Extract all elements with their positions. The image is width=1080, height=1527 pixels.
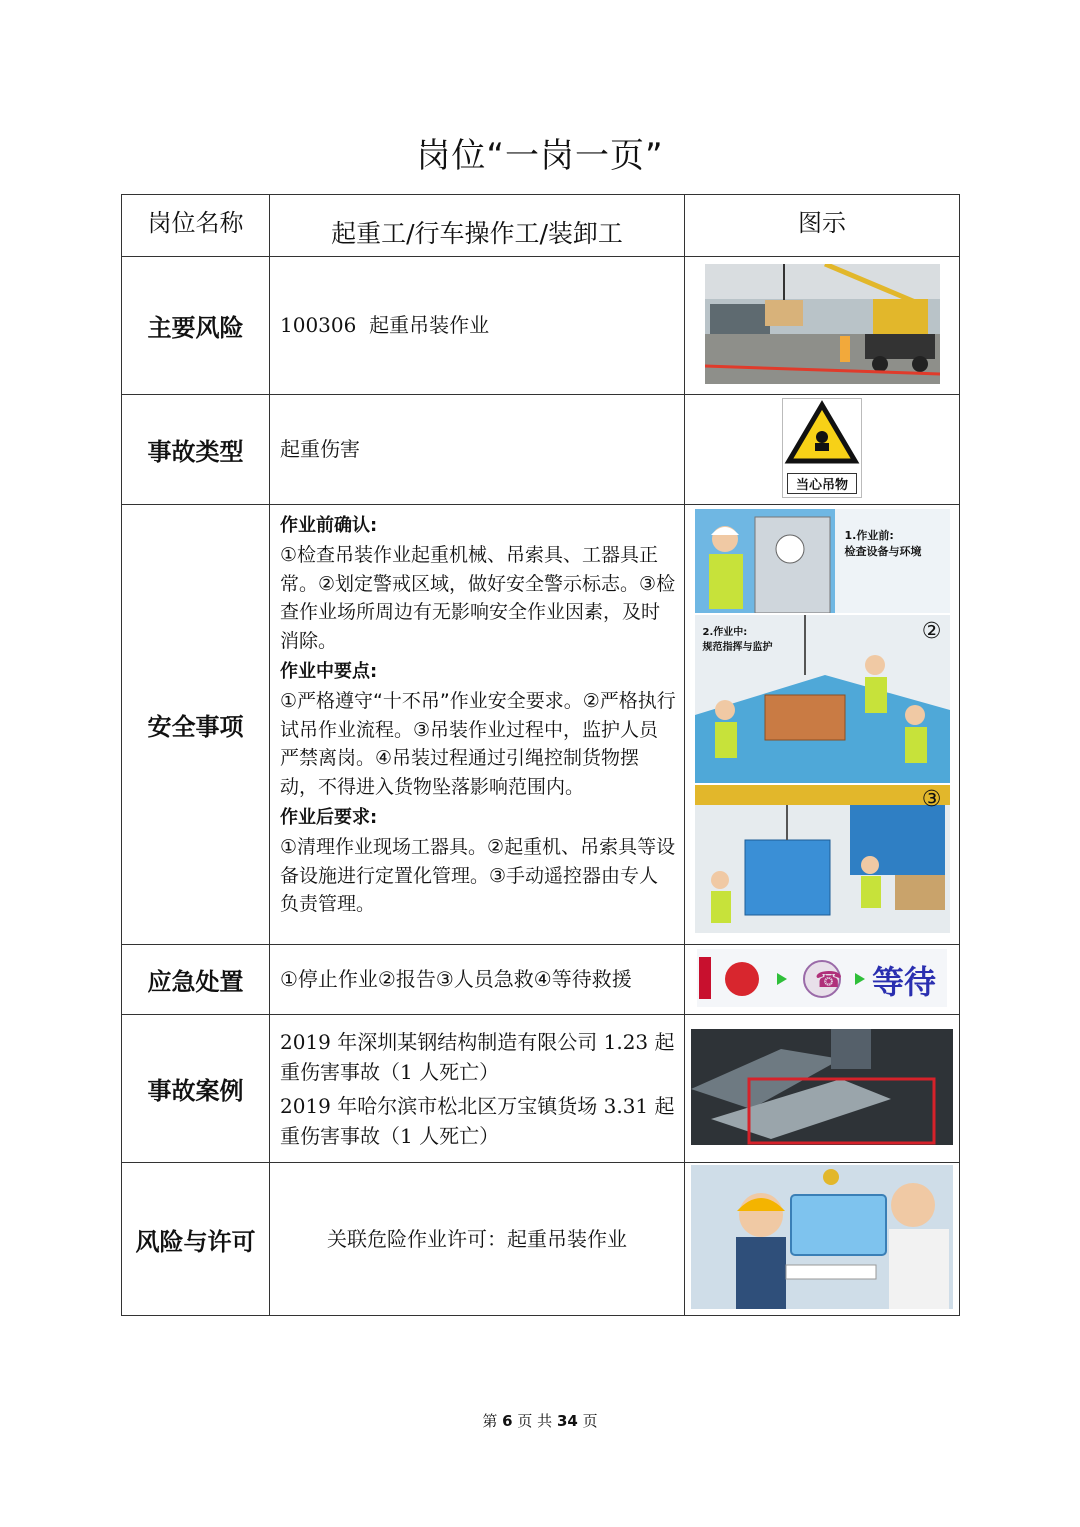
accident-case-photo <box>691 1029 953 1145</box>
crane-lifting-photo <box>705 264 940 384</box>
emergency-steps-graphic <box>697 949 947 1007</box>
permit-row <box>122 1163 960 1316</box>
safety-label: 安全事项 <box>122 505 270 945</box>
safety-cell: 作业前确认: ①检查吊装作业起重机械、吊索具、工器具正常。②划定警戒区域，做好安全警示标志。③检查作业场所周边有无影响安全作业因素，及时消除。 作业中要点: ①严格遵守“十不吊”作业安全要求。②严格执行试吊作业流程。③吊装作业过程中，监护人员严禁离岗。④吊装过程通过引绳控制货物摆动，不得进入货物坠落影响范围内。 作业后要求: ①清理作业现场工器具。②起重机、吊索具等设备设施进行定置化管理。③手动遥控器由专人负责管理。 <box>270 505 685 945</box>
risk-label: 主要风险 <box>122 257 270 395</box>
risk-image-cell <box>685 257 960 395</box>
emergency-image-cell <box>685 945 960 1015</box>
footer-mid: 页 共 <box>517 1412 553 1430</box>
safety-panel-3 <box>695 785 950 933</box>
safety-row <box>122 505 960 945</box>
warning-sign-text: 当心吊物 <box>787 473 857 494</box>
safety-panel-2 <box>695 615 950 783</box>
during-title: 作业中要点 <box>280 661 370 682</box>
risk-row <box>122 257 960 395</box>
permit-image-cell <box>685 1163 960 1316</box>
accident-type-image-cell <box>685 395 960 505</box>
header-row <box>122 195 960 257</box>
accident-type-row <box>122 395 960 505</box>
footer-suffix: 页 <box>582 1412 598 1430</box>
page-footer <box>0 1410 1080 1431</box>
panel3-number: ③ <box>921 787 942 812</box>
footer-prefix: 第 <box>482 1412 498 1430</box>
emergency-text: ①停止作业②报告③人员急救④等待救援 <box>270 945 685 1015</box>
case-2: 2019 年哈尔滨市松北区万宝镇货场 3.31 起重伤害事故（1 人死亡） <box>280 1093 675 1148</box>
accident-type-text: 起重伤害 <box>270 395 685 505</box>
page-title: 岗位“一岗一页” <box>416 136 664 176</box>
cases-image-cell <box>685 1015 960 1163</box>
footer-page-number: 6 <box>502 1412 513 1430</box>
emergency-label: 应急处置 <box>122 945 270 1015</box>
job-table <box>121 194 960 1316</box>
panel1-text: 1.作业前: 检查设备与环境 <box>844 529 922 558</box>
svg-text:☎: ☎ <box>815 967 843 993</box>
warning-sign <box>782 398 862 498</box>
before-title: 作业前确认 <box>280 515 370 536</box>
wait-text: 等待 <box>872 962 937 1001</box>
permit-text: 关联危险作业许可：起重吊装作业 <box>270 1163 685 1316</box>
safety-image-cell <box>685 505 960 945</box>
after-text: ①清理作业现场工器具。②起重机、吊索具等设备设施进行定置化管理。③手动遥控器由专人负责管理。 <box>280 836 676 915</box>
permit-label: 风险与许可 <box>122 1163 270 1316</box>
panel2-text: 2.作业中: 规范指挥与监护 <box>702 627 773 653</box>
risk-code: 100306 <box>280 313 357 337</box>
risk-text: 起重吊装作业 <box>369 313 490 337</box>
during-text: ①严格遵守“十不吊”作业安全要求。②严格执行试吊作业流程。③吊装作业过程中，监护人员严禁离岗。④吊装过程通过引绳控制货物摆动，不得进入货物坠落影响范围内。 <box>280 690 676 798</box>
accident-type-label: 事故类型 <box>122 395 270 505</box>
case-1: 2019 年深圳某钢结构制造有限公司 1.23 起重伤害事故（1 人死亡） <box>280 1029 675 1084</box>
before-text: ①检查吊装作业起重机械、吊索具、工器具正常。②划定警戒区域，做好安全警示标志。③检查作业场所周边有无影响安全作业因素，及时消除。 <box>280 544 676 652</box>
cases-row <box>122 1015 960 1163</box>
cases-label: 事故案例 <box>122 1015 270 1163</box>
job-name-value: 起重工/行车操作工/装卸工 <box>270 195 685 257</box>
safety-panel-1 <box>695 509 950 613</box>
job-name-label: 岗位名称 <box>122 195 270 257</box>
risk-cell <box>270 257 685 395</box>
image-column-label: 图示 <box>685 195 960 257</box>
after-title: 作业后要求 <box>280 807 370 828</box>
emergency-row <box>122 945 960 1015</box>
panel2-number: ② <box>921 619 942 644</box>
permit-illustration <box>691 1165 953 1309</box>
footer-total-pages: 34 <box>556 1412 578 1430</box>
warning-triangle-icon <box>783 399 861 469</box>
cases-cell <box>270 1015 685 1163</box>
